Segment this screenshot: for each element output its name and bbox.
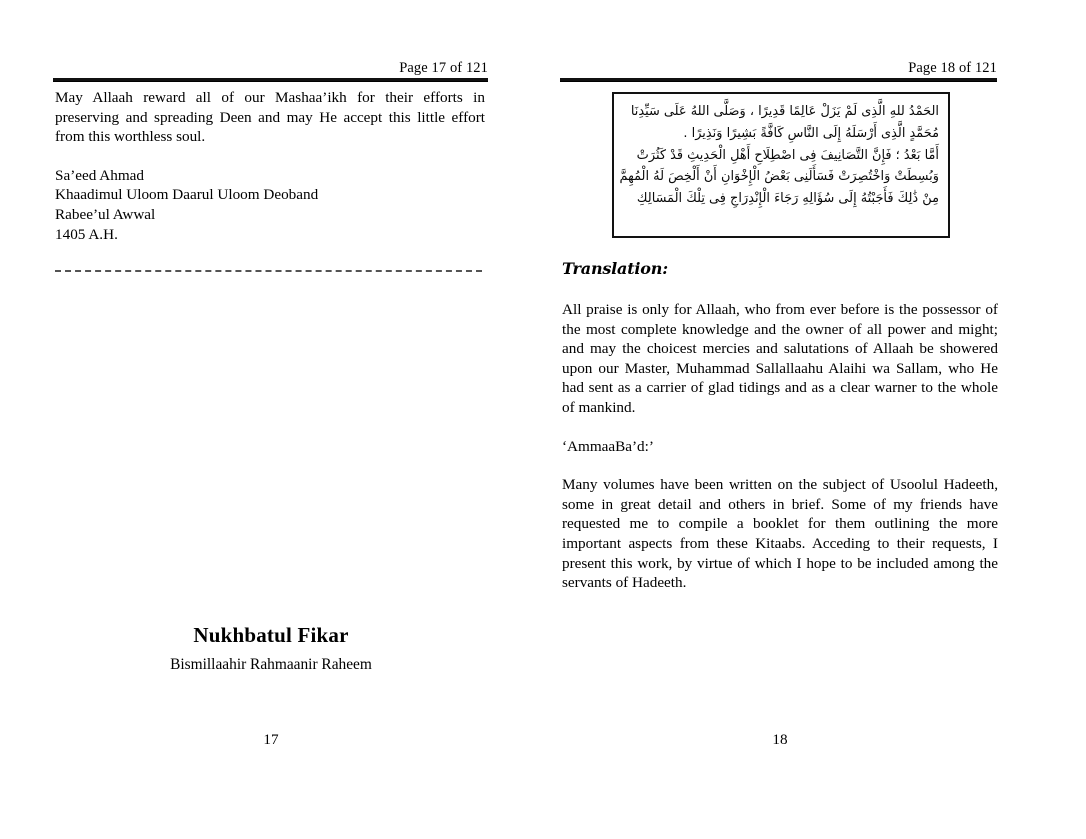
header-rule-right (560, 78, 997, 82)
book-title: Nukhbatul Fikar (193, 623, 349, 647)
arabic-lines (619, 101, 939, 210)
signature-month: Rabee’ul Awwal (55, 205, 156, 223)
left-page-content (55, 88, 485, 273)
header-rule-left (53, 78, 488, 82)
translation-paragraph: All praise is only for Allaah, who from ever before is the possessor of the most complete knowledge and the owner of all power and might; and may the choicest mercies and salutations of Allaah be showered upon our Master, Muhammad Sallallaahu Alaihi wa Sallam, who He had sent as a carrier of glad tidings and as a clear warner to the whole of mankind. (562, 301, 998, 416)
spacer (562, 418, 998, 437)
signature-name: Sa’eed Ahmad (55, 166, 144, 184)
arabic-line-4: وَبُسِطَتْ وَاخْتُصِرَتْ فَسَأَلَنِى بَعْضُ الْإِخْوَانِ أَنْ أَلْخِصَ لَهُ الْمُهِمَّ (619, 169, 939, 185)
spacer (562, 456, 998, 475)
body-paragraph: Many volumes have been written on the subject of Usoolul Hadeeth, some in great detail and others in brief. Some of my friends have requested me to compile a booklet for them outlining the more important aspects from these Kitaabs. Acceding to their requests, I present this work, by virtue of which I hope to be included among the servants of Hadeeth. (562, 476, 998, 592)
dashed-separator (55, 270, 482, 273)
arabic-line-5: مِنْ ذَٰلِكَ فَأَجَبْتُهُ إِلَى سُؤَالِهِ رَجَاءَ الْإِنْدِرَاجِ فِى تِلْكَ الْمَسَالِكِ (636, 191, 939, 207)
arabic-line-1: الحَمْدُ للهِ الَّذِى لَمْ يَزَلْ عَالِمًا قَدِيرًا ، وَصَلَّى اللهُ عَلَى سَيِّدِنَا (630, 104, 939, 119)
right-page-content (562, 300, 998, 593)
page-right (543, 0, 1086, 839)
arabic-line-2: مُحَمَّدٍ الَّذِى أَرْسَلَهُ إِلَى النَّاسِ كَافَّةً بَشِيرًا وَنَذِيرًا . (683, 125, 939, 141)
signature-affiliation: Khaadimul Uloom Daarul Uloom Deoband (55, 186, 319, 204)
page-header-right (560, 60, 997, 82)
arabic-line-3: أَمَّا بَعْدُ ؛ فَإِنَّ التَّصَانِيفَ فِى اصْطِلَاحِ أَهْلِ الْحَدِيثِ قَدْ كَثُرَتْ (636, 147, 939, 163)
arabic-calligraphy-plate (612, 92, 950, 238)
page-header-label-right: Page 18 of 121 (908, 60, 997, 76)
page-header-label-left: Page 17 of 121 (399, 60, 488, 76)
ammaa-badu-line: ‘AmmaaBa’d:’ (562, 437, 654, 455)
folio-left: 17 (263, 731, 279, 748)
book-subtitle: Bismillaahir Rahmaanir Raheem (170, 656, 372, 673)
spacer (55, 147, 485, 166)
signature-year: 1405 A.H. (55, 225, 118, 243)
translation-heading: Translation: (562, 259, 668, 278)
title-block (55, 622, 487, 675)
folio-right: 18 (772, 731, 788, 748)
page-header-left (53, 60, 488, 82)
closing-paragraph: May Allaah reward all of our Mashaa’ikh for their efforts in preserving and spreading Deen and may He accept this little effort from this worthless soul. (55, 89, 485, 146)
